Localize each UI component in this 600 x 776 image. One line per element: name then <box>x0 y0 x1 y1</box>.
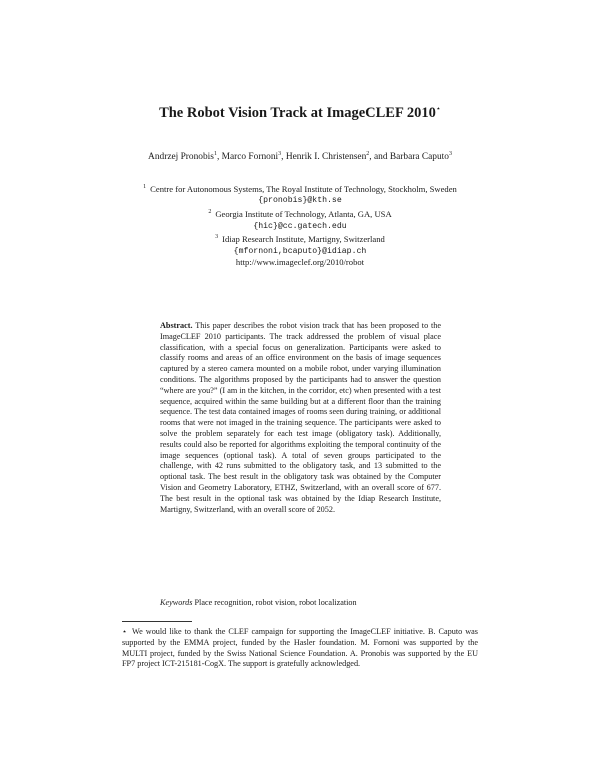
footnote <box>122 627 478 670</box>
affiliation-number: 1 <box>143 184 147 190</box>
footnote-mark: ⋆ <box>122 627 128 636</box>
affiliation-list <box>120 182 480 269</box>
affiliation-email: {mfornoni,bcaputo}@idiap.ch <box>233 246 367 256</box>
affiliation-email: {hic}@cc.gatech.edu <box>253 221 347 231</box>
affiliation-number: 3 <box>215 234 219 241</box>
affiliation-text: Georgia Institute of Technology, Atlanta, GA, USA <box>215 208 392 219</box>
keywords-label: Keywords <box>160 598 193 607</box>
title-text: The Robot Vision Track at ImageCLEF 2010 <box>159 104 436 121</box>
author-name: Marco Fornoni <box>221 152 279 163</box>
author-list: Andrzej Pronobis$^1$, Marco Fornoni$^3$, Henrik I. Christensen$^2$, and Barbara Caputo$^3$ <box>148 151 452 163</box>
footnote-text: We would like to thank the CLEF campaign for supporting the ImageCLEF initiative. B. Caputo was supported by the EMMA project, funded by the Hasler foundation. M. Fornoni was supported by the MULTI project, funded by the Swiss National Science Foundation. A. Pronobis was supported by the EU FP7 project ICT-215181-CogX. The support is gratefully acknowledged. <box>122 627 478 669</box>
abstract-text: This paper describes the robot vision track that has been proposed to the ImageCLEF 2010 participants. The track addressed the problem of visual place classification, with a special focus on generalization. Participants were asked to classify rooms and areas of an office environment on the basis of image sequences captured by a stereo camera mounted on a mobile robot, under varying illumination conditions. The algorithms proposed by the participants had to answer the question “where are you?” (I am in the kitchen, in the corridor, etc) when presented with a test sequence, acquired within the same building but at a different floor than the training sequence. The test data contained images of rooms seen during training, or additional rooms that were not imaged in the training sequence. The participants were asked to solve the problem separately for each test image (obligatory task). Additionally, results could also be reported for algorithms exploiting the temporal continuity of the image sequences (optional task). A total of seven groups participated to the challenge, with 42 runs submitted to the obligatory task, and 13 submitted to the optional task. The best result in the obligatory task was obtained by the Computer Vision and Geometry Laboratory, ETHZ, Switzerland, with an overall score of 677. The best result in the optional task was obtained by the Idiap Research Institute, Martigny, Switzerland, with an overall score of 2052. <box>160 321 441 514</box>
title-footnote-mark: ⋆ <box>435 104 441 113</box>
affiliation-email: {pronobis}@kth.se <box>258 196 342 206</box>
keywords <box>160 598 441 609</box>
paper-title <box>0 104 600 122</box>
keywords-text: Place recognition, robot vision, robot localization <box>194 598 357 607</box>
author-name: Henrik I. Christensen <box>285 152 367 163</box>
author-name: Barbara Caputo <box>389 152 449 163</box>
footnote-rule <box>122 621 192 622</box>
author-affiliation-mark: 3 <box>448 151 452 157</box>
author-affiliation-mark: 2 <box>366 151 370 157</box>
project-url[interactable]: http://www.imageclef.org/2010/robot <box>235 257 365 268</box>
author-affiliation-mark: 3 <box>278 151 282 157</box>
abstract <box>160 321 441 515</box>
abstract-label: Abstract. <box>160 321 193 330</box>
affiliation <box>120 232 480 245</box>
affiliation <box>120 182 480 195</box>
affiliation-text: Idiap Research Institute, Martigny, Switzerland <box>222 233 385 244</box>
author-name: Andrzej Pronobis <box>148 152 214 163</box>
affiliation-text: Centre for Autonomous Systems, The Royal Institute of Technology, Stockholm, Sweden <box>150 183 457 194</box>
affiliation <box>120 207 480 220</box>
author-affiliation-mark: 1 <box>213 151 217 157</box>
affiliation-number: 2 <box>208 209 212 216</box>
